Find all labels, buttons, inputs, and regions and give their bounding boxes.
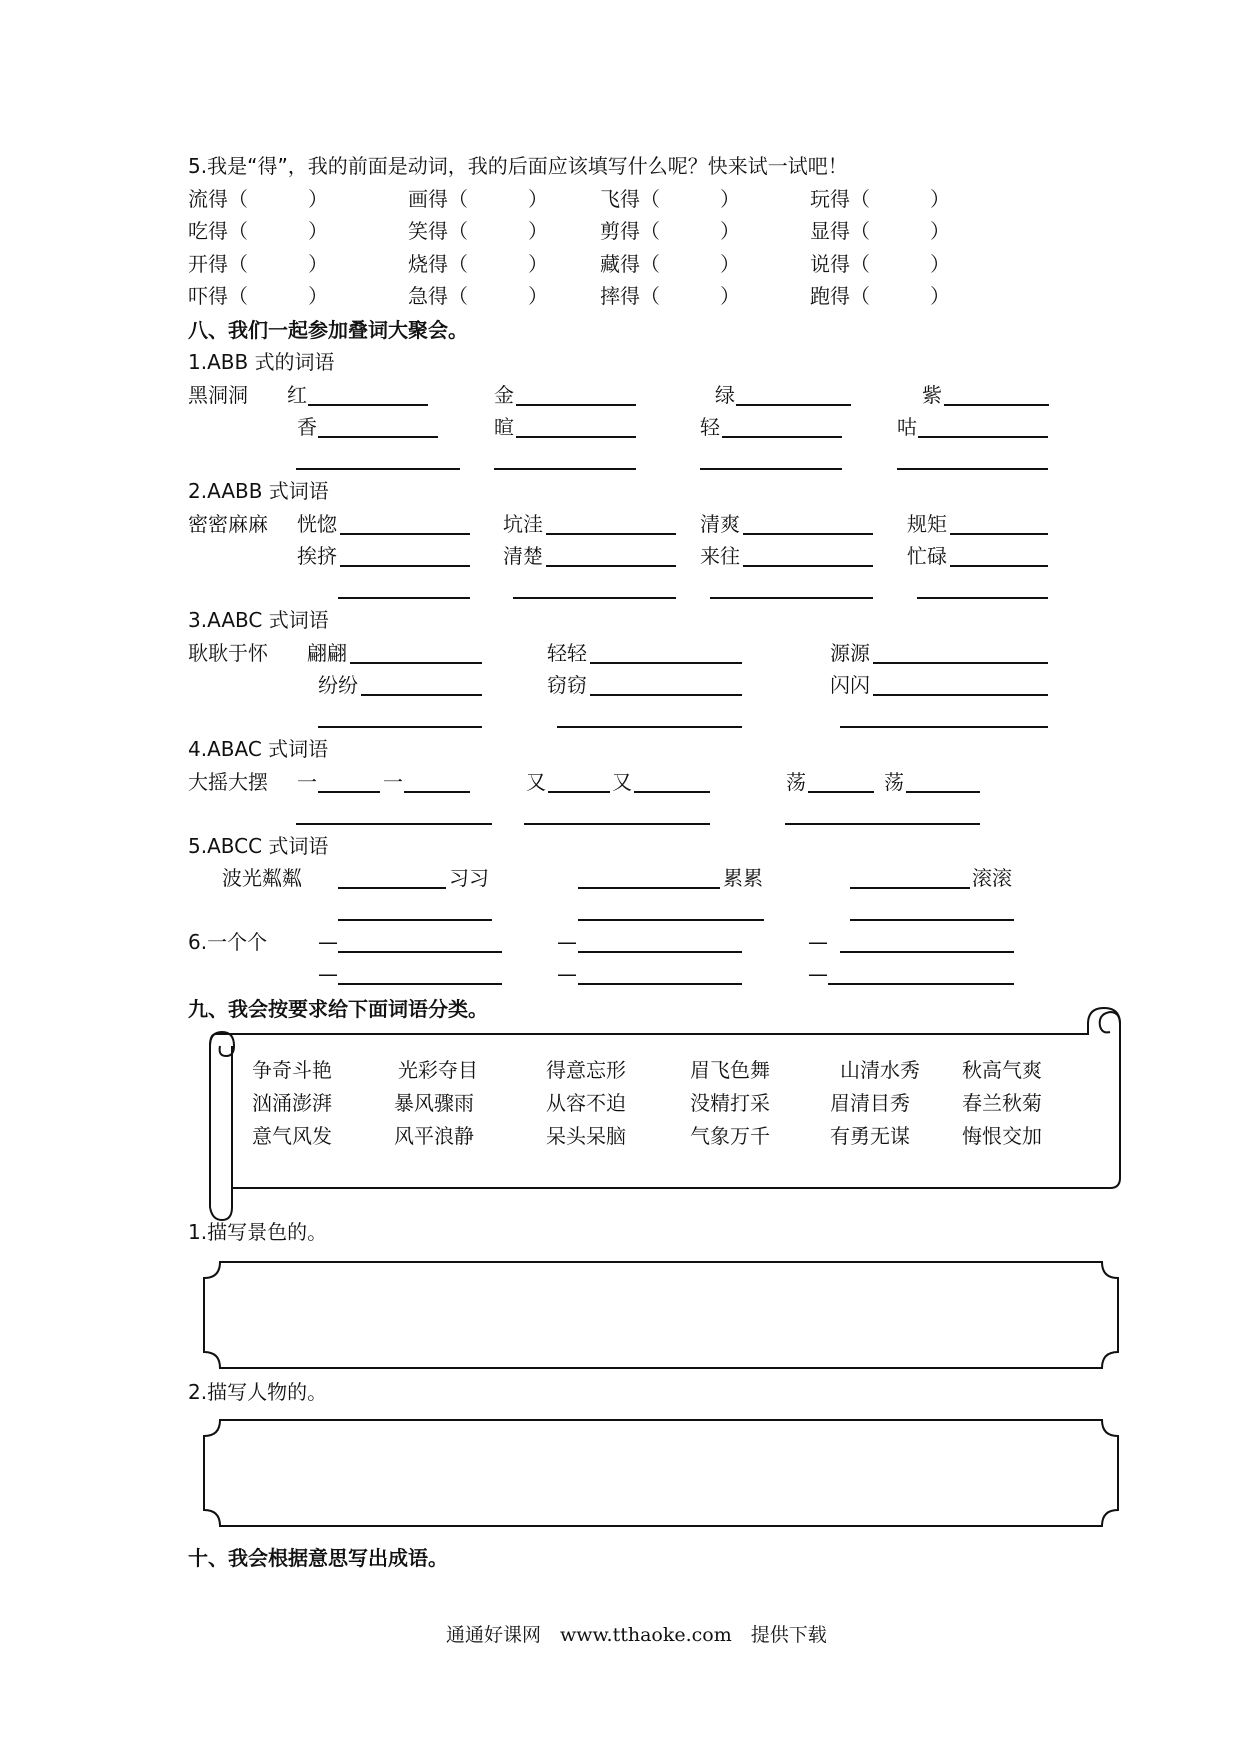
aabb-prompt: 清楚	[503, 544, 543, 568]
section-10-heading: 十、我会根据意思写出成语。	[188, 1546, 448, 1570]
answer-blank[interactable]	[634, 791, 710, 793]
answer-blank[interactable]	[513, 597, 676, 599]
answer-blank[interactable]	[494, 468, 636, 470]
answer-blank[interactable]	[318, 726, 482, 728]
word-item: 争奇斗艳	[252, 1058, 332, 1082]
answer-blank[interactable]	[873, 694, 1048, 696]
aabc-example: 耿耿于怀	[188, 641, 268, 665]
answer-blank[interactable]	[840, 951, 1014, 953]
scenery-answer-box[interactable]	[202, 1260, 1120, 1370]
aabc-prompt: 翩翩	[307, 641, 347, 665]
answer-blank[interactable]	[850, 887, 970, 889]
abac-prompt: 一	[383, 770, 403, 794]
q5-item: 藏得（ ）	[600, 252, 740, 276]
abcc-suffix: 滚滚	[972, 866, 1012, 890]
aabb-prompt: 规矩	[907, 512, 947, 536]
answer-blank[interactable]	[944, 404, 1049, 406]
abcc-suffix: 累累	[723, 866, 763, 890]
aabb-example: 密密麻麻	[188, 512, 268, 536]
word-item: 光彩夺目	[398, 1058, 478, 1082]
aabb-prompt: 恍惚	[297, 512, 337, 536]
answer-blank[interactable]	[578, 919, 764, 921]
abb-prompt: 咕	[897, 415, 917, 439]
q5-item: 吓得（ ）	[188, 284, 328, 308]
q5-item: 急得（ ）	[408, 284, 548, 308]
q5-item: 显得（ ）	[810, 219, 950, 243]
q5-title: 5.我是“得”，我的前面是动词，我的后面应该填写什么呢？快来试一试吧！	[188, 154, 848, 178]
aabb-prompt: 清爽	[700, 512, 740, 536]
answer-blank[interactable]	[338, 597, 470, 599]
answer-blank[interactable]	[338, 951, 502, 953]
abac-prompt: 又	[526, 770, 546, 794]
q5-item: 玩得（ ）	[810, 187, 950, 211]
answer-blank[interactable]	[546, 533, 676, 535]
section-8-heading: 八、我们一起参加叠词大聚会。	[188, 318, 468, 342]
answer-blank[interactable]	[548, 791, 610, 793]
q5-item: 飞得（ ）	[600, 187, 740, 211]
word-item: 没精打采	[690, 1091, 770, 1115]
answer-blank[interactable]	[516, 404, 636, 406]
answer-blank[interactable]	[338, 983, 502, 985]
dash: —	[808, 962, 828, 986]
answer-blank[interactable]	[338, 919, 492, 921]
footer-text: 通通好课网 www.tthaoke.com 提供下载	[446, 1624, 827, 1646]
answer-blank[interactable]	[897, 468, 1048, 470]
answer-blank[interactable]	[743, 533, 873, 535]
q5-item: 开得（ ）	[188, 252, 328, 276]
answer-blank[interactable]	[338, 887, 446, 889]
dash: —	[318, 962, 338, 986]
answer-blank[interactable]	[743, 565, 873, 567]
word-item: 眉清目秀	[830, 1091, 910, 1115]
word-item: 呆头呆脑	[546, 1124, 626, 1148]
q5-item: 说得（ ）	[810, 252, 950, 276]
word-item: 眉飞色舞	[690, 1058, 770, 1082]
answer-blank[interactable]	[950, 533, 1048, 535]
abb-title: 1.ABB 式的词语	[188, 350, 335, 374]
answer-blank[interactable]	[590, 694, 742, 696]
answer-blank[interactable]	[850, 919, 1014, 921]
answer-blank[interactable]	[590, 662, 742, 664]
abac-prompt: 又	[612, 770, 632, 794]
word-item: 风平浪静	[394, 1124, 474, 1148]
answer-blank[interactable]	[950, 565, 1048, 567]
answer-blank[interactable]	[318, 791, 380, 793]
answer-blank[interactable]	[578, 951, 742, 953]
q5-item: 烧得（ ）	[408, 252, 548, 276]
aabc-prompt: 纷纷	[318, 673, 358, 697]
answer-blank[interactable]	[578, 983, 742, 985]
answer-blank[interactable]	[340, 533, 470, 535]
dash: —	[557, 930, 577, 954]
aabb-title: 2.AABB 式词语	[188, 479, 329, 503]
word-item: 意气风发	[252, 1124, 332, 1148]
yigege-title: 6.一个个	[188, 930, 268, 954]
answer-blank[interactable]	[785, 823, 980, 825]
abac-prompt: 荡	[884, 770, 904, 794]
dash: —	[557, 962, 577, 986]
aabc-title: 3.AABC 式词语	[188, 608, 329, 632]
answer-blank[interactable]	[296, 823, 492, 825]
q5-item: 吃得（ ）	[188, 219, 328, 243]
section-9-heading: 九、我会按要求给下面词语分类。	[188, 997, 488, 1021]
character-question: 2.描写人物的。	[188, 1380, 328, 1404]
answer-blank[interactable]	[700, 468, 842, 470]
answer-blank[interactable]	[340, 565, 470, 567]
answer-blank[interactable]	[808, 791, 874, 793]
abb-prompt: 红	[287, 383, 307, 407]
answer-blank[interactable]	[524, 823, 710, 825]
abb-prompt: 绿	[715, 383, 735, 407]
aabc-prompt: 闪闪	[830, 673, 870, 697]
answer-blank[interactable]	[516, 436, 636, 438]
aabb-prompt: 忙碌	[907, 544, 947, 568]
answer-blank[interactable]	[296, 468, 460, 470]
word-item: 气象万千	[690, 1124, 770, 1148]
answer-blank[interactable]	[318, 436, 438, 438]
aabc-prompt: 窃窃	[547, 673, 587, 697]
abac-prompt: 荡	[786, 770, 806, 794]
answer-blank[interactable]	[308, 404, 428, 406]
q5-item: 笑得（ ）	[408, 219, 548, 243]
answer-blank[interactable]	[710, 597, 873, 599]
abb-prompt: 轻	[700, 415, 720, 439]
abb-prompt: 暄	[494, 415, 514, 439]
abac-example: 大摇大摆	[188, 770, 268, 794]
aabb-prompt: 挨挤	[297, 544, 337, 568]
q5-item: 摔得（ ）	[600, 284, 740, 308]
word-item: 春兰秋菊	[962, 1091, 1042, 1115]
q5-item: 剪得（ ）	[600, 219, 740, 243]
answer-blank[interactable]	[906, 791, 980, 793]
abac-title: 4.ABAC 式词语	[188, 737, 329, 761]
word-item: 得意忘形	[546, 1058, 626, 1082]
dash: —	[318, 930, 338, 954]
answer-blank[interactable]	[722, 436, 842, 438]
aabb-prompt: 坑洼	[503, 512, 543, 536]
character-answer-box[interactable]	[202, 1418, 1120, 1528]
dash: —	[808, 930, 828, 954]
abcc-title: 5.ABCC 式词语	[188, 834, 329, 858]
abb-prompt: 金	[494, 383, 514, 407]
word-item: 汹涌澎湃	[252, 1091, 332, 1115]
abb-example: 黑洞洞	[188, 383, 248, 407]
answer-blank[interactable]	[828, 983, 1014, 985]
answer-blank[interactable]	[350, 662, 482, 664]
answer-blank[interactable]	[840, 726, 1048, 728]
answer-blank[interactable]	[361, 694, 482, 696]
answer-blank[interactable]	[873, 662, 1048, 664]
answer-blank[interactable]	[557, 726, 742, 728]
answer-blank[interactable]	[736, 404, 851, 406]
abcc-suffix: 习习	[449, 866, 489, 890]
answer-blank[interactable]	[918, 436, 1048, 438]
answer-blank[interactable]	[404, 791, 470, 793]
word-item: 悔恨交加	[962, 1124, 1042, 1148]
word-item: 有勇无谋	[830, 1124, 910, 1148]
answer-blank[interactable]	[578, 887, 720, 889]
abb-prompt: 紫	[922, 383, 942, 407]
q5-item: 画得（ ）	[408, 187, 548, 211]
word-item: 暴风骤雨	[394, 1091, 474, 1115]
aabc-prompt: 轻轻	[547, 641, 587, 665]
aabc-prompt: 源源	[830, 641, 870, 665]
abcc-example: 波光粼粼	[222, 866, 302, 890]
aabb-prompt: 来往	[700, 544, 740, 568]
answer-blank[interactable]	[546, 565, 676, 567]
abb-prompt: 香	[297, 415, 317, 439]
abac-prompt: 一	[297, 770, 317, 794]
answer-blank[interactable]	[917, 597, 1048, 599]
word-item: 山清水秀	[840, 1058, 920, 1082]
word-item: 从容不迫	[546, 1091, 626, 1115]
q5-item: 流得（ ）	[188, 187, 328, 211]
q5-item: 跑得（ ）	[810, 284, 950, 308]
scenery-question: 1.描写景色的。	[188, 1220, 328, 1244]
word-item: 秋高气爽	[962, 1058, 1042, 1082]
